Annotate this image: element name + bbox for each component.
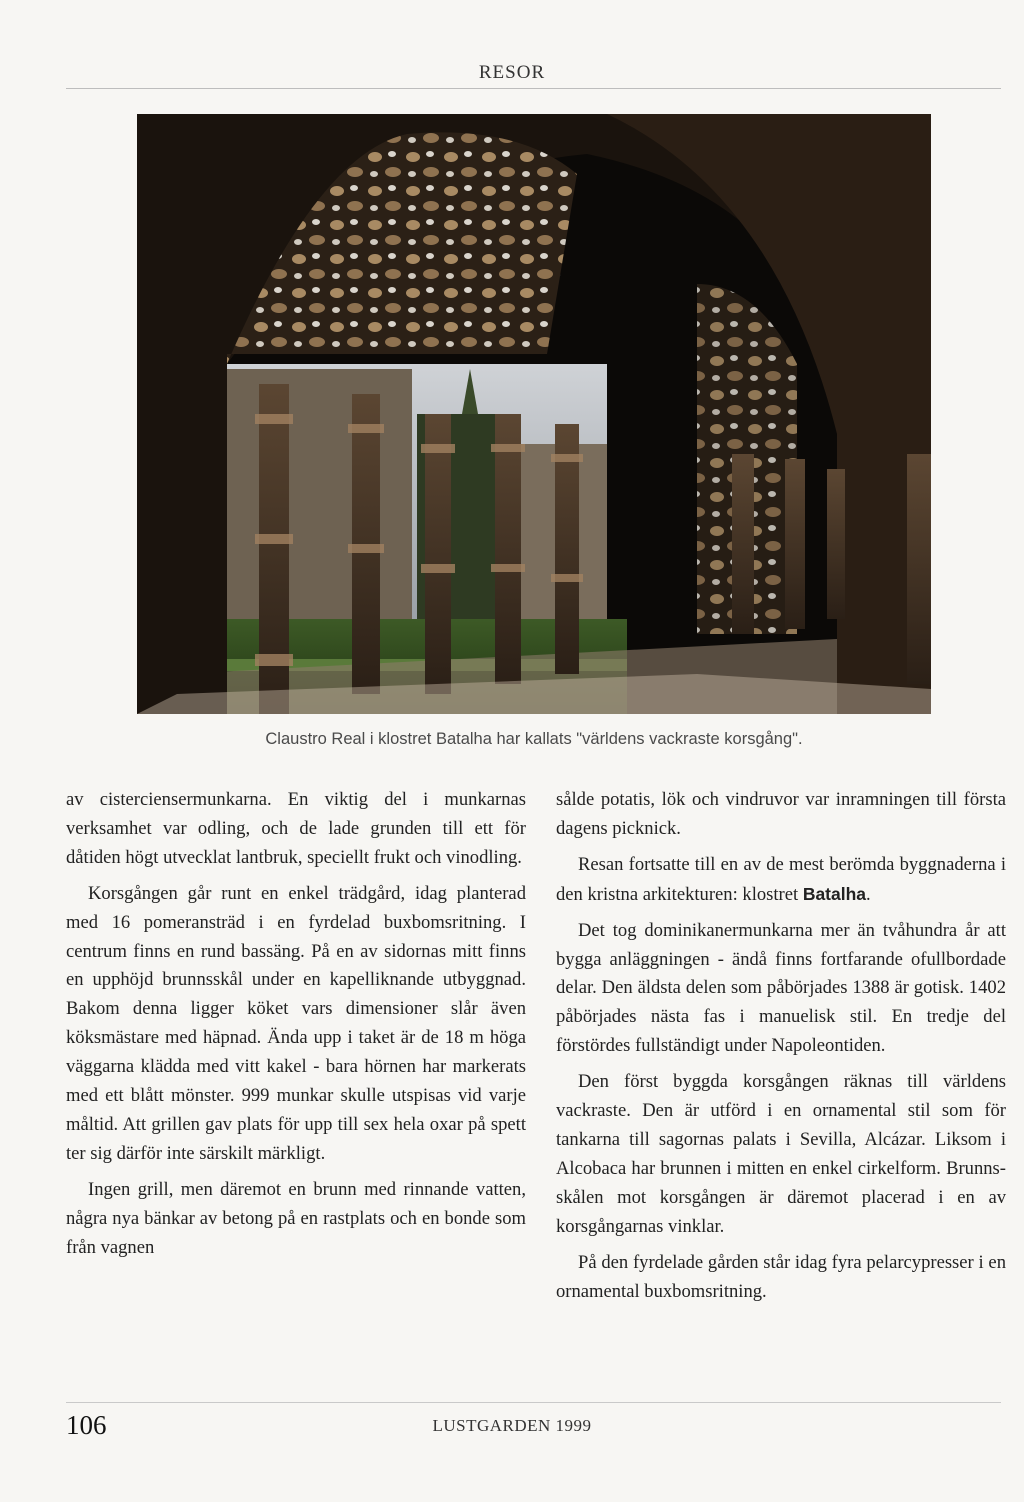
publication-title: LUSTGARDEN 1999 <box>432 1416 592 1435</box>
article-paragraph: Korsgången går runt en enkel trädgård, idag planterad med 16 pomeransträd i en fyrdelad buxbomsritning. I centrum finns en rund bassäng. På en av sidornas mitt finns en upphöjd brunnsskål under en kapelliknande utbyggnad. Bakom denna ligger köket vars dimensioner slår även köksmästare med häpnad. Ända upp i taket är de 18 m höga väggarna klädda med vitt kakel - bara hörnen har markerats med ett blått mönster. 999 munkar skulle utspisas vid varje måltid. Att grillen gav plats för upp till sex hela oxar på spett ter sig därför inte särskilt märkligt. <box>66 882 526 1164</box>
header-divider <box>66 88 1001 89</box>
section-header: RESOR <box>478 62 546 83</box>
cloister-photo-illustration <box>137 114 931 714</box>
article-paragraph: På den fyrdelade gården står idag fyra pelarcypresser i en ornamental buxbomsritning. <box>556 1251 1006 1302</box>
paragraph-text: Resan fortsatte till en av de mest berömda byggnaderna i den kristna arkitekturen: klostret <box>556 853 1006 905</box>
photo-caption: Claustro Real i klostret Batalha har kallats "världens vackraste korsgång". <box>265 730 803 748</box>
article-paragraph: Ingen grill, men däremot en brunn med rinnande vatten, några nya bänkar av betong på en rastplats och en bonde som från vagnen <box>66 1178 526 1258</box>
article-column-right <box>556 786 1006 1313</box>
place-name-batalha: Batalha <box>802 883 867 904</box>
article-paragraph: sålde potatis, lök och vindruvor var inramningen till första dagens picknick. <box>556 789 1006 839</box>
article-column-left <box>66 786 526 1270</box>
footer-divider <box>66 1402 1001 1403</box>
article-paragraph <box>556 851 1006 910</box>
paragraph-text: . <box>866 883 871 905</box>
article-paragraph: Den först byggda korsgången räknas till världens vackraste. Den är utförd i en ornamental stil som för tankarna till sagornas palats i Sevilla, Alcázar. Liksom i Alcobaca har brunnen i mitten en enkel cirkelform. Brunnsskålen mot korsgången är däremot placerad i en av korsgångarnas vinklar. <box>556 1071 1006 1237</box>
article-paragraph: av cisterciensermunkarna. En viktig del i munkarnas verksamhet var odling, och de lade grunden till ett för dåtiden högt utvecklat lantbruk, speciellt frukt och vinodling. <box>66 789 526 868</box>
cloister-photo <box>137 114 931 714</box>
article-paragraph: Det tog dominikanermunkarna mer än tvåhundra år att bygga anläggningen - ändå finns fortfarande ofullbordade delar. Den äldsta delen som påbörjades 1388 är gotisk. 1402 påbörjades nästa fas i manuelisk stil. En tredje del förstördes fullständigt under Napoleontiden. <box>556 919 1006 1057</box>
page-number: 106 <box>66 1410 107 1440</box>
